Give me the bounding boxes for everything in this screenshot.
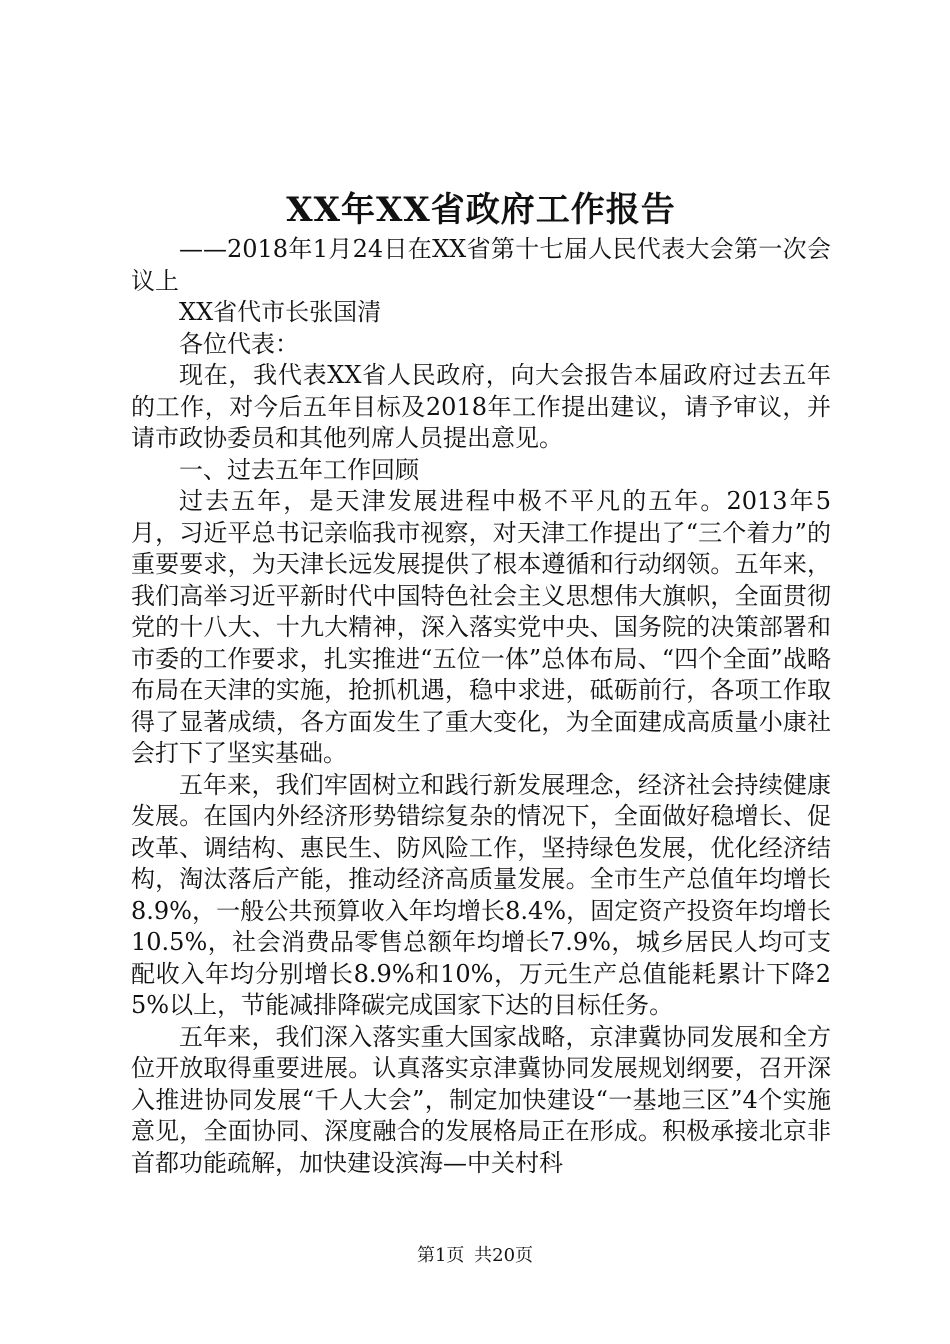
document-page [131,186,831,1179]
section-heading: 一、过去五年工作回顾 [179,455,419,484]
page-number: 第1页 [416,1245,465,1266]
body-paragraph: 五年来，我们深入落实重大国家战略，京津冀协同发展和全方位开放取得重要进展。认真落实京津冀协同发展规划纲要，召开深入推进协同发展“千人大会”，制定加快建设“一基地三区”4个实施意见，全面协同、深度融合的发展格局正在形成。积极承接北京非首都功能疏解，加快建设滨海—中关村科 [131,1022,831,1177]
page-footer [0,1244,950,1268]
salutation: 各位代表： [179,329,299,358]
body-paragraph: 五年来，我们牢固树立和践行新发展理念，经济社会持续健康发展。在国内外经济形势错综复杂的情况下，全面做好稳增长、促改革、调结构、惠民生、防风险工作，坚持绿色发展，优化经济结构，淘汰落后产能，推动经济高质量发展。全市生产总值年均增长8.9%，一般公共预算收入年均增长8.4%，固定资产投资年均增长10.5%，社会消费品零售总额年均增长7.9%，城乡居民人均可支配收入年均分别增长8.9%和10%，万元生产总值能耗累计下降25%以上，节能减排降碳完成国家下达的目标任务。 [131,770,831,1019]
intro-paragraph: 现在，我代表XX省人民政府，向大会报告本届政府过去五年的工作，对今后五年目标及2018年工作提出建议，请予审议，并请市政协委员和其他列席人员提出意见。 [131,361,831,452]
page-total: 共20页 [474,1245,534,1266]
subtitle-line: ——2018年1月24日在XX省第十七届人民代表大会第一次会议上 [131,235,831,295]
document-title: XX年XX省政府工作报告 [286,190,676,230]
speaker-line: XX省代市长张国清 [179,298,382,326]
body-paragraph: 过去五年，是天津发展进程中极不平凡的五年。2013年5月，习近平总书记亲临我市视察，对天津工作提出了“三个着力”的重要要求，为天津长远发展提供了根本遵循和行动纲领。五年来，我们高举习近平新时代中国特色社会主义思想伟大旗帜，全面贯彻党的十八大、十九大精神，深入落实党中央、国务院的决策部署和市委的工作要求，扎实推进“五位一体”总体布局、“四个全面”战略布局在天津的实施，抢抓机遇，稳中求进，砥砺前行，各项工作取得了显著成绩，各方面发生了重大变化，为全面建成高质量小康社会打下了坚实基础。 [131,487,831,767]
